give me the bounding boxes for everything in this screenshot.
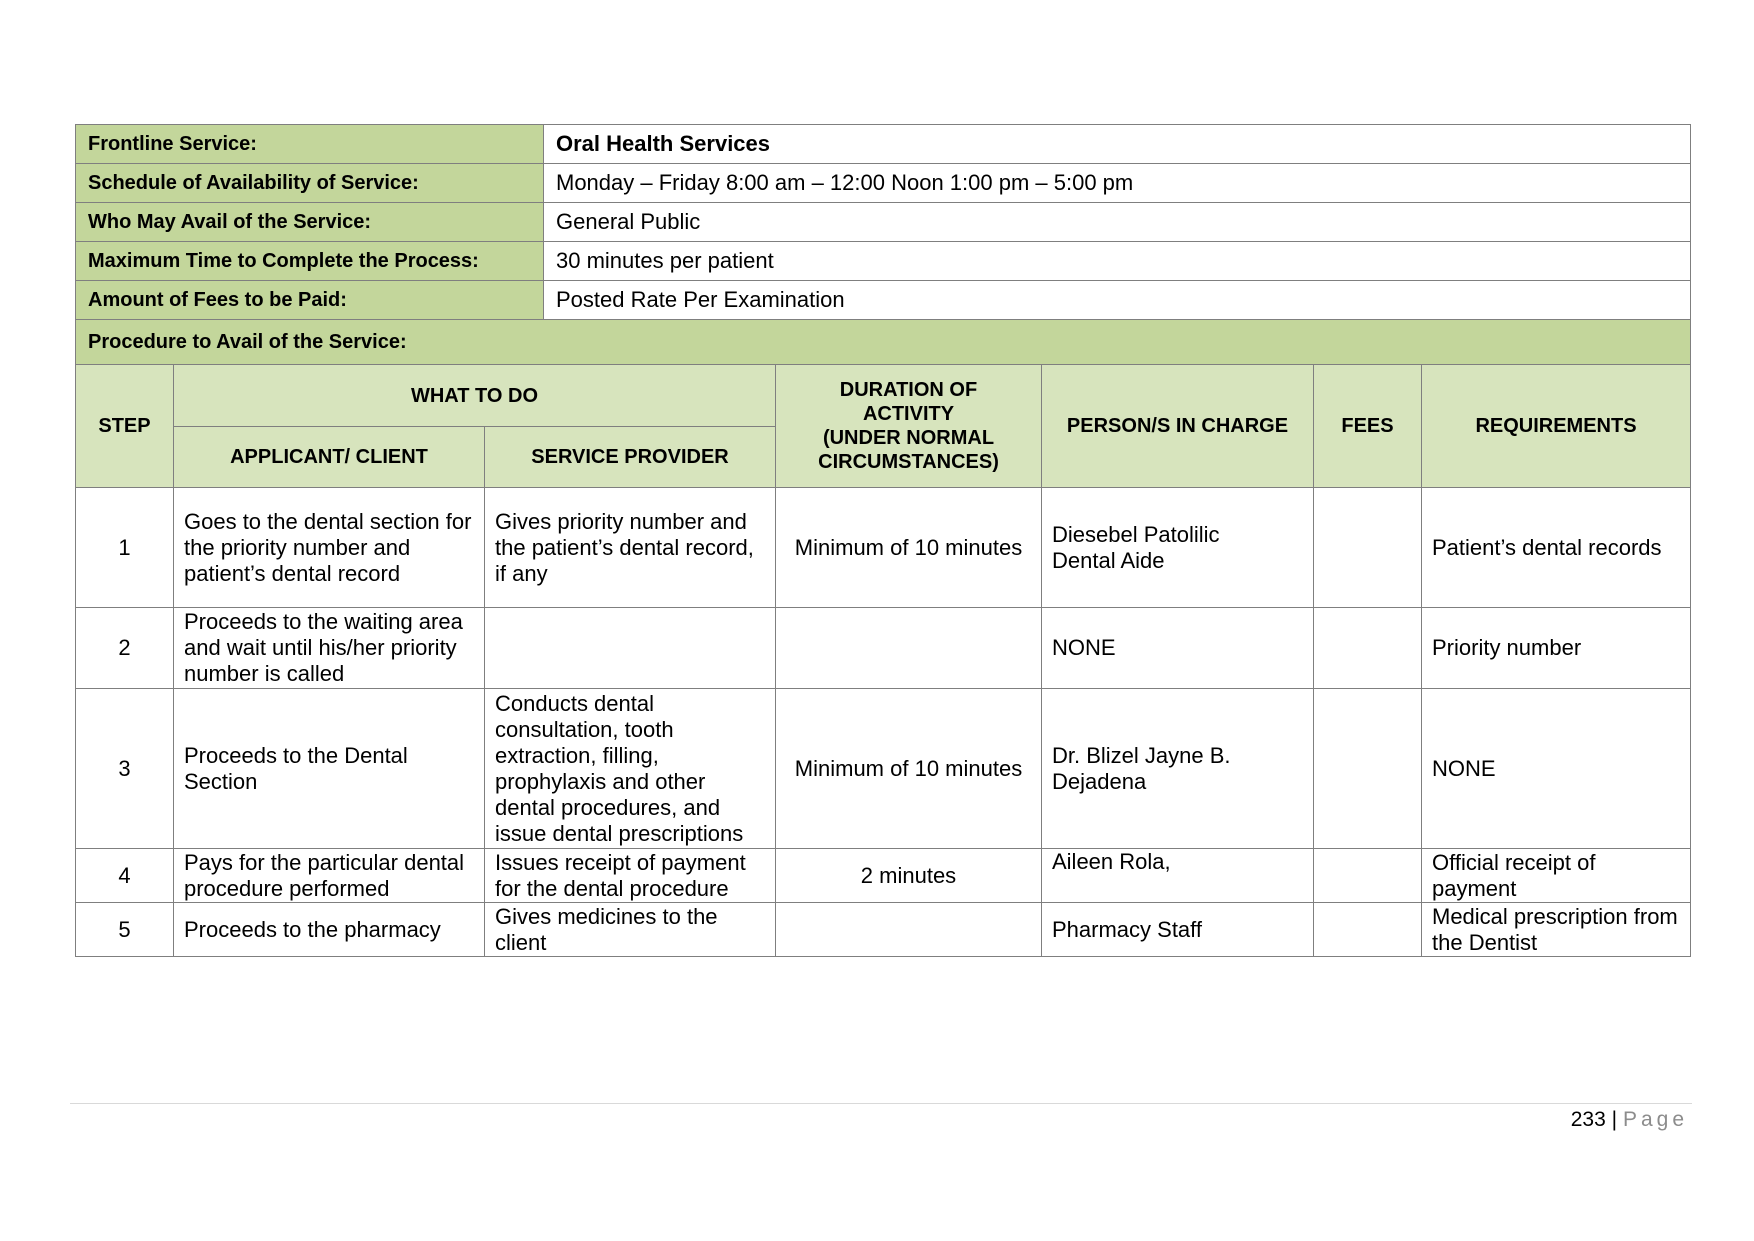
requirements-cell: Official receipt of payment [1422,849,1691,903]
provider-cell: Gives medicines to the client [485,903,776,957]
duration-header-line-4: CIRCUMSTANCES) [818,451,999,473]
max-time-label: Maximum Time to Complete the Process: [76,242,544,281]
table-row [76,849,1691,903]
person-cell [1042,689,1314,849]
frontline-value: Oral Health Services [544,125,1691,164]
person-name: Dr. Blizel Jayne B. Dejadena [1052,742,1231,794]
duration-cell: 2 minutes [776,849,1042,903]
step-cell: 1 [76,488,174,608]
requirements-header: REQUIREMENTS [1422,365,1691,488]
person-cell [1042,849,1314,903]
schedule-value: Monday – Friday 8:00 am – 12:00 Noon 1:00 pm – 5:00 pm [544,164,1691,203]
requirements-cell: Patient’s dental records [1422,488,1691,608]
info-row-frontline [76,125,1691,164]
person-header: PERSON/S IN CHARGE [1042,365,1314,488]
info-row-max-time [76,242,1691,281]
person-cell [1042,608,1314,689]
applicant-cell: Goes to the dental section for the priority number and patient’s dental record [174,488,485,608]
person-role: Dental Aide [1052,547,1165,573]
applicant-cell: Proceeds to the waiting area and wait until his/her priority number is called [174,608,485,689]
info-row-fees [76,281,1691,320]
provider-header: SERVICE PROVIDER [485,427,776,488]
fees-cell [1314,689,1422,849]
service-info-table [75,124,1691,365]
duration-cell [776,608,1042,689]
fees-label: Amount of Fees to be Paid: [76,281,544,320]
provider-cell: Issues receipt of payment for the dental procedure [485,849,776,903]
fees-cell [1314,488,1422,608]
who-label: Who May Avail of the Service: [76,203,544,242]
person-name: Diesebel Patolilic [1052,521,1220,547]
fees-cell [1314,608,1422,689]
page-separator: | [1611,1108,1618,1131]
duration-cell: Minimum of 10 minutes [776,689,1042,849]
person-name: Pharmacy Staff [1052,916,1202,942]
info-row-who [76,203,1691,242]
person-cell [1042,488,1314,608]
table-row [76,903,1691,957]
page-word: Page [1622,1108,1688,1131]
requirements-cell: Medical prescription from the Dentist [1422,903,1691,957]
step-cell: 4 [76,849,174,903]
table-row [76,608,1691,689]
provider-cell: Gives priority number and the patient’s dental record, if any [485,488,776,608]
requirements-cell: Priority number [1422,608,1691,689]
requirements-cell: NONE [1422,689,1691,849]
who-value: General Public [544,203,1691,242]
applicant-header: APPLICANT/ CLIENT [174,427,485,488]
person-cell [1042,903,1314,957]
fees-cell [1314,903,1422,957]
applicant-cell: Proceeds to the Dental Section [174,689,485,849]
step-cell: 2 [76,608,174,689]
info-row-schedule [76,164,1691,203]
person-name: Aileen Rola, [1052,849,1171,874]
frontline-label: Frontline Service: [76,125,544,164]
what-to-do-header: WHAT TO DO [174,365,776,427]
info-row-procedure [76,320,1691,365]
applicant-cell: Pays for the particular dental procedure performed [174,849,485,903]
step-cell: 5 [76,903,174,957]
schedule-label: Schedule of Availability of Service: [76,164,544,203]
duration-header [776,365,1042,488]
duration-header-line-1: DURATION OF [839,379,978,401]
fees-cell [1314,849,1422,903]
provider-cell [485,608,776,689]
table-row [76,689,1691,849]
page-footer [1571,1108,1688,1132]
person-name: NONE [1052,635,1116,660]
page-number: 233 [1570,1108,1606,1131]
duration-cell [776,903,1042,957]
footer-divider [70,1103,1692,1104]
applicant-cell: Proceeds to the pharmacy [174,903,485,957]
duration-cell: Minimum of 10 minutes [776,488,1042,608]
duration-header-line-2: ACTIVITY [862,403,955,425]
provider-cell: Conducts dental consultation, tooth extraction, filling, prophylaxis and other dental procedures, and issue dental prescriptions [485,689,776,849]
step-header: STEP [76,365,174,488]
fees-value: Posted Rate Per Examination [544,281,1691,320]
fees-header: FEES [1314,365,1422,488]
procedure-label: Procedure to Avail of the Service: [76,320,1691,365]
header-row-1 [76,365,1691,427]
duration-header-line-3: (UNDER NORMAL [822,427,995,449]
procedure-table [75,364,1691,957]
step-cell: 3 [76,689,174,849]
table-row [76,488,1691,608]
max-time-value: 30 minutes per patient [544,242,1691,281]
